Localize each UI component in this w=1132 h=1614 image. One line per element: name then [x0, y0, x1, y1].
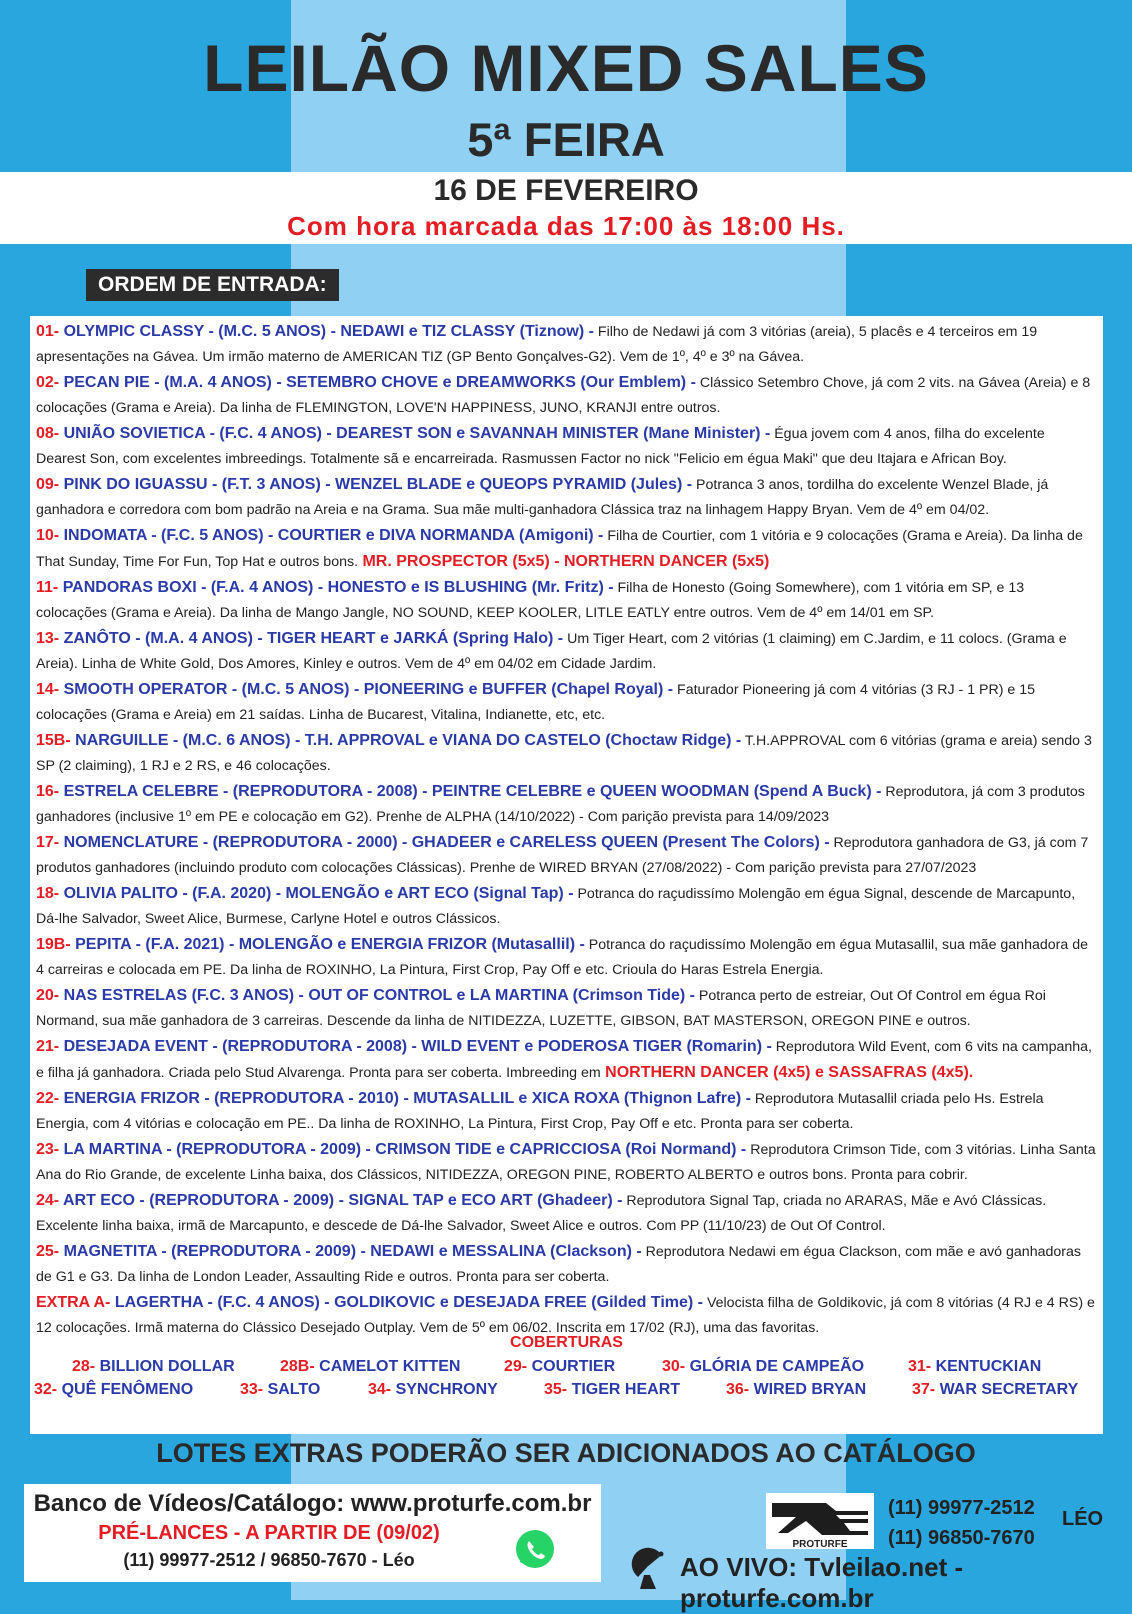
entry-desc: T.H.APPROVAL com 6 vitórias (grama e areia) sendo 3 SP (2 claiming), 1 RJ e 2 RS, e 46 colocações. — [36, 733, 1092, 774]
entry-desc: Reprodutora Signal Tap, criada no ARARAS, Mãe e Avó Clássicas. Excelente linha baixa, irmã de Marcapunto, e descede de Dá-lhe Salvador, Sweet Alice e outros. Com PP (11/10/23) de Out Of Control. — [36, 1193, 1047, 1234]
entry-head: NAS ESTRELAS (F.C. 3 ANOS) - OUT OF CONTROL e LA MARTINA (Crimson Tide) - — [59, 987, 695, 1004]
entry-head: DESEJADA EVENT - (REPRODUTORA - 2008) - WILD EVENT e PODEROSA TIGER (Romarin) - — [59, 1038, 772, 1055]
phone-numbers — [888, 1493, 1035, 1553]
entry-item — [36, 728, 1098, 779]
entry-code: 21- — [36, 1038, 60, 1055]
cobertura-item — [240, 1381, 320, 1399]
cobertura-number: 37- — [912, 1381, 936, 1398]
entry-desc: Velocista filha de Goldikovic, já com 8 vitórias (4 RJ e 4 RS) e 12 colocações. Irmã materna do Clássico Desejado Outplay. Vem de 5º em 06/02. Inscrita em 17/02 (RJ), uma das favoritas. — [36, 1295, 1095, 1336]
cobertura-name: QUÊ FENÔMENO — [61, 1381, 194, 1398]
cobertura-number: 28- — [72, 1358, 96, 1375]
entry-item — [36, 1239, 1098, 1290]
entry-code: 25- — [36, 1243, 60, 1260]
cobertura-name: SALTO — [267, 1381, 321, 1398]
cobertura-number: 31- — [908, 1358, 932, 1375]
cobertura-name: GLÓRIA DE CAMPEÃO — [689, 1358, 865, 1375]
entry-desc: Reprodutora, já com 3 produtos ganhadores (inclusive 1º em PE e colocação em G2). Prenhe de ALPHA (14/10/2022) - Com parição prevista para 14/09/2023 — [36, 784, 1085, 825]
entry-code: 10- — [36, 527, 60, 544]
entry-head: OLYMPIC CLASSY - (M.C. 5 ANOS) - NEDAWI e TIZ CLASSY (Tiznow) - — [59, 323, 594, 340]
cobertura-item — [368, 1381, 498, 1399]
cobertura-item — [662, 1358, 864, 1376]
event-date: 16 DE FEVEREIRO — [433, 174, 699, 207]
entry-desc: Filho de Nedawi já com 3 vitórias (areia), 5 placês e 4 terceiros em 19 apresentações na Gávea. Um irmão materno de AMERICAN TIZ (GP Bento Gonçalves-G2). Vem de 1º, 4º e 3º na Gávea. — [36, 324, 1038, 365]
entry-desc: Potranca do raçudissímo Molengão em égua Signal, descende de Marcapunto, Dá-lhe Salvador, Sweet Alice, Burmese, Carlyne Hotel e outros Clássicos. — [36, 886, 1076, 927]
entry-code: EXTRA A- — [36, 1294, 111, 1311]
entry-desc: Reprodutora Nedawi em égua Clackson, com mãe e avó ganhadoras de G1 e G3. Da linha de London Leader, Assaulting Ride e outros. Pronta para ser coberta. — [36, 1244, 1081, 1285]
whatsapp-icon[interactable] — [514, 1528, 556, 1570]
cobertura-item — [34, 1381, 193, 1399]
entry-code: 24- — [36, 1192, 60, 1209]
entry-head: UNIÃO SOVIETICA - (F.C. 4 ANOS) - DEAREST SON e SAVANNAH MINISTER (Mane Minister) - — [59, 425, 771, 442]
entry-item — [36, 575, 1098, 626]
entry-code: 15B- — [36, 732, 71, 749]
cobertura-number: 34- — [368, 1381, 392, 1398]
entry-head: PECAN PIE - (M.A. 4 ANOS) - SETEMBRO CHOVE e DREAMWORKS (Our Emblem) - — [59, 374, 696, 391]
phone-2[interactable]: (11) 96850-7670 — [888, 1527, 1035, 1549]
catalog-link[interactable]: Banco de Vídeos/Catálogo: www.proturfe.com.br — [33, 1490, 592, 1517]
event-hours: Com hora marcada das 17:00 às 18:00 Hs. — [287, 211, 845, 241]
cobertura-name: CAMELOT KITTEN — [319, 1358, 461, 1375]
cobertura-name: COURTIER — [531, 1358, 616, 1375]
entry-item — [36, 932, 1098, 983]
entry-item — [36, 881, 1098, 932]
cobertura-number: 28B- — [280, 1358, 315, 1375]
cobertura-name: BILLION DOLLAR — [99, 1358, 235, 1375]
entry-desc: Filha de Honesto (Going Somewhere), com 1 vitória em SP, e 13 colocações (Grama e Areia). Da linha de Mango Jangle, NO SOUND, KEEP KOOLER, LITLE EATLY entre outros. Vem de 4º em 14/01 em SP. — [36, 580, 1025, 621]
entry-desc: Reprodutora Wild Event, com 6 vits na campanha, e filha já ganhadora. Criada pelo Stud Alvarenga. Pronta para ser coberta. Imbreeding em — [36, 1039, 1092, 1081]
entry-desc: Potranca perto de estreiar, Out Of Control em égua Roi Normand, sua mãe ganhadora de 3 carreiras. Descende da linha de NITIDEZZA, LUZETTE, GIBSON, BAT MASTERSON, OREGON PINE e outros. — [36, 988, 1046, 1029]
live-stream-link[interactable]: AO VIVO: Tvleilao.net - proturfe.com.br — [680, 1552, 964, 1613]
entry-item — [36, 983, 1098, 1034]
cobertura-item — [504, 1358, 615, 1376]
entry-code: 19B- — [36, 936, 71, 953]
cobertura-name: KENTUCKIAN — [935, 1358, 1042, 1375]
cobertura-name: WIRED BRYAN — [753, 1381, 867, 1398]
entry-item — [36, 370, 1098, 421]
ordem-label: ORDEM DE ENTRADA: — [86, 269, 339, 301]
entry-red: NORTHERN DANCER (4x5) e SASSAFRAS (4x5). — [600, 1064, 974, 1081]
entry-head: OLIVIA PALITO - (F.A. 2020) - MOLENGÃO e ART ECO (Signal Tap) - — [59, 885, 574, 902]
logo-text: PROTURFE — [792, 1539, 848, 1549]
entry-head: ZANÔTO - (M.A. 4 ANOS) - TIGER HEART e JARKÁ (Spring Halo) - — [59, 630, 564, 647]
cobertura-number: 36- — [726, 1381, 750, 1398]
entry-item — [36, 472, 1098, 523]
cobertura-number: 32- — [34, 1381, 58, 1398]
entry-item — [36, 626, 1098, 677]
entry-desc: Reprodutora ganhadora de G3, já com 7 produtos ganhadores (incluindo produto com colocações Clássicas). Prenhe de WIRED BRYAN (27/08/2022) - Com parição prevista para 27/07/2023 — [36, 835, 1089, 876]
cobertura-name: WAR SECRETARY — [939, 1381, 1079, 1398]
coberturas-row — [30, 1381, 1103, 1403]
entry-item — [36, 1034, 1098, 1086]
entry-head: ESTRELA CELEBRE - (REPRODUTORA - 2008) - PEINTRE CELEBRE e QUEEN WOODMAN (Spend A Buck) - — [59, 783, 882, 800]
cobertura-number: 35- — [544, 1381, 568, 1398]
entry-code: 13- — [36, 630, 60, 647]
proturfe-logo — [766, 1493, 874, 1549]
entry-item — [36, 830, 1098, 881]
entry-item — [36, 421, 1098, 472]
entry-desc: Filha de Courtier, com 1 vitória e 9 colocações (Grama e Areia). Da linha de That Sunday, Time For Fun, Top Hat e outros bons. — [36, 528, 1083, 570]
cobertura-item — [280, 1358, 460, 1376]
entry-head: NARGUILLE - (M.C. 6 ANOS) - T.H. APPROVAL e VIANA DO CASTELO (Choctaw Ridge) - — [70, 732, 742, 749]
entry-desc: Potranca do raçudissímo Molengão em égua Mutasallil, sua mãe ganhadora de 4 carreiras e colocada em PE. Da linha de ROXINHO, La Pintura, First Crop, Pay Off e etc. Crioula do Haras Estrela Energia. — [36, 937, 1088, 978]
cobertura-name: SYNCHRONY — [395, 1381, 498, 1398]
entry-desc: Um Tiger Heart, com 2 vitórias (1 claiming) em C.Jardim, e 11 colocs. (Grama e Areia). Linha de White Gold, Dos Amores, Kinley e outros. Vem de 4º em 04/02 em Cidade Jardim. — [36, 631, 1067, 672]
entry-code: 18- — [36, 885, 60, 902]
entry-head: MAGNETITA - (REPRODUTORA - 2009) - NEDAWI e MESSALINA (Clackson) - — [59, 1243, 642, 1260]
entry-head: PEPITA - (F.A. 2021) - MOLENGÃO e ENERGIA FRIZOR (Mutasallil) - — [70, 936, 585, 953]
pre-lances-text: PRÉ-LANCES - A PARTIR DE (09/02) — [98, 1522, 440, 1544]
entry-head: INDOMATA - (F.C. 5 ANOS) - COURTIER e DIVA NORMANDA (Amigoni) - — [59, 527, 604, 544]
entries-list — [36, 319, 1098, 1341]
entry-head: PINK DO IGUASSU - (F.T. 3 ANOS) - WENZEL BLADE e QUEOPS PYRAMID (Jules) - — [59, 476, 693, 493]
entry-code: 02- — [36, 374, 60, 391]
cobertura-item — [726, 1381, 866, 1399]
cobertura-item — [908, 1358, 1041, 1376]
entry-desc: Reprodutora Mutasallil criada pelo Hs. Estrela Energia, com 4 vitórias e colocação em PE.. Da linha de ROXINHO, La Pintura, First Crop, Pay Off e etc. Pronta para ser coberta. — [36, 1091, 1044, 1132]
coberturas-row — [30, 1358, 1103, 1380]
entry-desc: Égua jovem com 4 anos, filha do excelente Dearest Son, com excelentes imbreedings. Totalmente sã e encarreirada. Rasmussen Factor no nick "Felicio em égua Maki" que deu Itajara e African Boy. — [36, 426, 1045, 467]
satellite-dish-icon — [630, 1545, 676, 1591]
entry-item — [36, 677, 1098, 728]
entry-head: SMOOTH OPERATOR - (M.C. 5 ANOS) - PIONEERING e BUFFER (Chapel Royal) - — [59, 681, 674, 698]
entry-item — [36, 523, 1098, 575]
entry-code: 20- — [36, 987, 60, 1004]
cobertura-item — [912, 1381, 1078, 1399]
contact-phones: (11) 99977-2512 / 96850-7670 - Léo — [123, 1550, 415, 1570]
entry-head: ART ECO - (REPRODUTORA - 2009) - SIGNAL TAP e ECO ART (Ghadeer) - — [59, 1192, 623, 1209]
entry-item — [36, 779, 1098, 830]
entry-desc: Faturador Pioneering já com 4 vitórias (3 RJ - 1 PR) e 15 colocações (Grama e Areia) em 21 saídas. Linha de Bucarest, Vitalina, Indianette, etc, etc. — [36, 682, 1036, 723]
phone-1[interactable]: (11) 99977-2512 — [888, 1497, 1035, 1519]
entry-code: 16- — [36, 783, 60, 800]
entry-head: LAGERTHA - (F.C. 4 ANOS) - GOLDIKOVIC e DESEJADA FREE (Gilded Time) - — [110, 1294, 704, 1311]
cobertura-item — [72, 1358, 235, 1376]
entry-desc: Reprodutora Crimson Tide, com 3 vitórias. Linha Santa Ana do Rio Grande, de excelente Linha baixa, dos Clássicos, NITIDEZZA, OREGON PINE, ROBERTO ALBERTO e outros bons. Pronta para cobrir. — [36, 1142, 1096, 1183]
entry-item — [36, 1137, 1098, 1188]
cobertura-name: TIGER HEART — [571, 1381, 681, 1398]
entry-code: 17- — [36, 834, 60, 851]
entry-head: PANDORAS BOXI - (F.A. 4 ANOS) - HONESTO e IS BLUSHING (Mr. Fritz) - — [58, 579, 614, 596]
entry-desc: Clássico Setembro Chove, já com 2 vits. na Gávea (Areia) e 8 colocações (Grama e Areia). Da linha de FLEMINGTON, LOVE'N HAPPINESS, JUNO, KRANJI entre outros. — [36, 375, 1091, 416]
entry-head: LA MARTINA - (REPRODUTORA - 2009) - CRIMSON TIDE e CAPRICCIOSA (Roi Normand) - — [59, 1141, 747, 1158]
entry-head: ENERGIA FRIZOR - (REPRODUTORA - 2010) - MUTASALLIL e XICA ROXA (Thignon Lafre) - — [59, 1090, 751, 1107]
lotes-extras-notice: LOTES EXTRAS PODERÃO SER ADICIONADOS AO CATÁLOGO — [156, 1438, 976, 1468]
cobertura-number: 29- — [504, 1358, 528, 1375]
entry-code: 11- — [36, 579, 59, 596]
entry-item — [36, 1086, 1098, 1137]
cobertura-number: 33- — [240, 1381, 264, 1398]
entry-item — [36, 1188, 1098, 1239]
entry-code: 14- — [36, 681, 60, 698]
entry-item — [36, 319, 1098, 370]
entry-red: MR. PROSPECTOR (5x5) - NORTHERN DANCER (5x5) — [358, 553, 770, 570]
entry-code: 08- — [36, 425, 60, 442]
entry-code: 09- — [36, 476, 60, 493]
page-title: LEILÃO MIXED SALES — [203, 31, 929, 105]
entry-desc: Potranca 3 anos, tordilha do excelente Wenzel Blade, já ganhadora e corredora com bom padrão na Areia e na Grama. Sua mãe multi-ganhadora Clássica traz na linhagem Happy Bryan. Vem de 4º em 04/02. — [36, 477, 1049, 518]
entry-code: 01- — [36, 323, 60, 340]
info-box — [24, 1484, 601, 1582]
entry-code: 22- — [36, 1090, 60, 1107]
entry-head: NOMENCLATURE - (REPRODUTORA - 2000) - GHADEER e CARELESS QUEEN (Present The Colors) - — [59, 834, 830, 851]
cobertura-item — [544, 1381, 680, 1399]
day-subtitle: 5ª FEIRA — [467, 113, 665, 166]
cobertura-number: 30- — [662, 1358, 686, 1375]
entry-code: 23- — [36, 1141, 60, 1158]
contact-name: LÉO — [1062, 1508, 1104, 1530]
coberturas-title: COBERTURAS — [510, 1334, 623, 1351]
entries-panel — [30, 316, 1103, 1434]
